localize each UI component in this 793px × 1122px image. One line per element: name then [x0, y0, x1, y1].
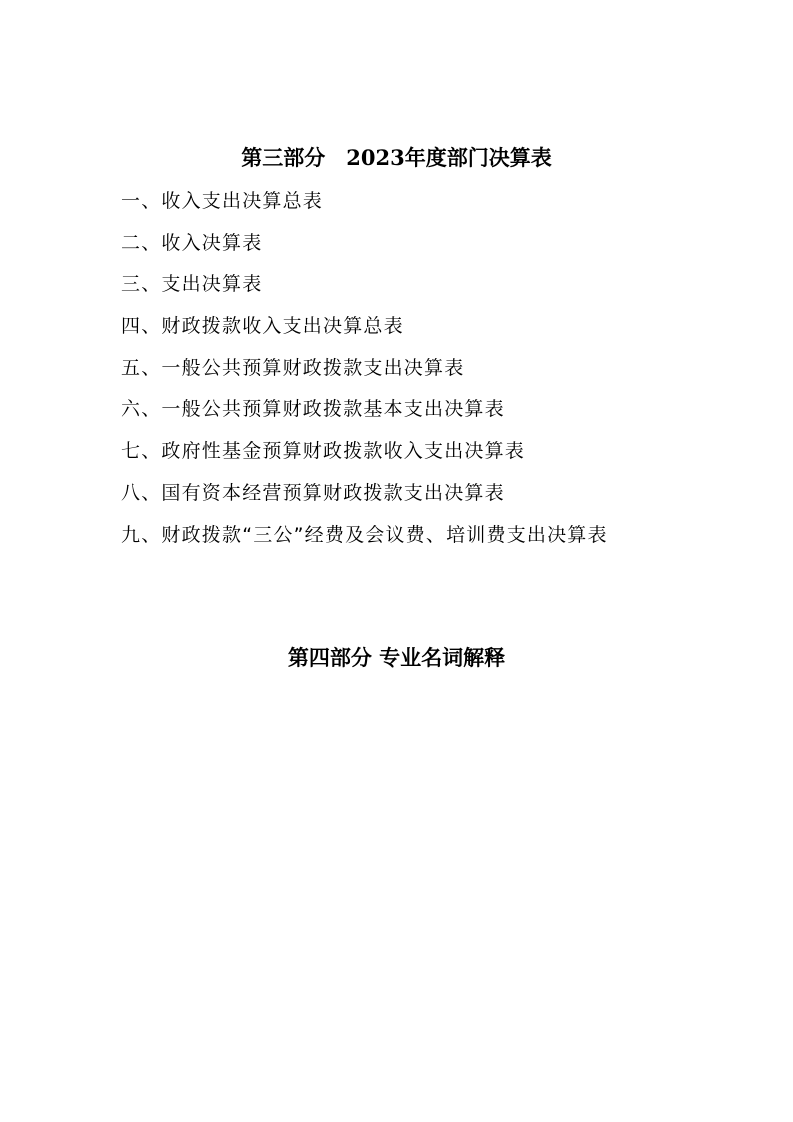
part3-title: 第三部分 2023年度部门决算表 [241, 145, 552, 170]
toc-item-3: 三、支出决算表 [121, 273, 263, 296]
toc-item-2: 二、收入决算表 [121, 231, 263, 254]
toc-item-9: 九、财政拨款“三公”经费及会议费、培训费支出决算表 [121, 523, 608, 546]
toc-item-5: 五、一般公共预算财政拨款支出决算表 [121, 356, 465, 379]
toc-item-1: 一、收入支出决算总表 [121, 190, 324, 212]
toc-item-8: 八、国有资本经营预算财政拨款支出决算表 [121, 481, 505, 504]
part4-title: 第四部分 专业名词解释 [287, 645, 506, 670]
toc-item-7: 七、政府性基金预算财政拨款收入支出决算表 [121, 440, 526, 463]
toc-item-4: 四、财政拨款收入支出决算总表 [121, 315, 404, 338]
toc-item-6: 六、一般公共预算财政拨款基本支出决算表 [121, 398, 505, 421]
part3-table-list [121, 186, 608, 561]
